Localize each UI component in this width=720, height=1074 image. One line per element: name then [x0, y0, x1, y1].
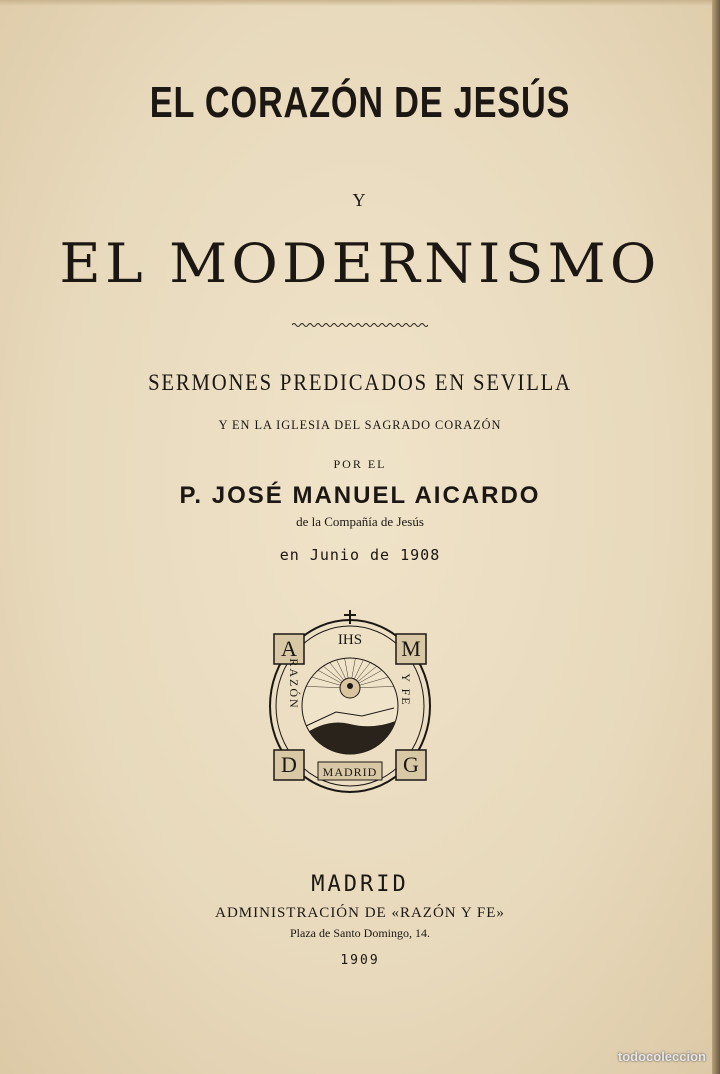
corner-letter-g: G — [403, 752, 419, 777]
imprint-publisher: ADMINISTRACIÓN DE «RAZÓN Y FE» — [215, 905, 505, 921]
corner-letter-d: D — [281, 752, 297, 777]
emblem-bottom-text: MADRID — [322, 765, 378, 779]
author-name: P. JOSÉ MANUEL AICARDO — [179, 482, 541, 509]
publisher-emblem — [266, 608, 434, 804]
page-top-edge — [0, 0, 720, 6]
imprint-city: MADRID — [311, 872, 409, 897]
book-title-line-1: EL CORAZÓN DE JESÚS — [149, 78, 571, 127]
imprint-year: 1909 — [340, 953, 380, 968]
author-prefix: POR EL — [333, 457, 387, 471]
corner-letter-a: A — [281, 636, 297, 661]
site-watermark: todocoleccion — [617, 1049, 706, 1064]
corner-letter-m: M — [401, 636, 421, 661]
sermon-date: en Junio de 1908 — [279, 546, 441, 564]
book-title-line-2: EL MODERNISMO — [59, 232, 661, 295]
author-affiliation: de la Compañía de Jesús — [296, 514, 424, 529]
emblem-right-text: Y FE — [399, 673, 413, 707]
title-conjunction: Y — [352, 190, 368, 210]
ihs-monogram: IHS — [337, 632, 363, 648]
ornamental-rule — [292, 322, 428, 328]
subtitle-line-1: SERMONES PREDICADOS EN SEVILLA — [148, 370, 572, 395]
emblem-left-text: RAZÓN — [287, 658, 301, 710]
subtitle-line-2: Y EN LA IGLESIA DEL SAGRADO CORAZÓN — [218, 417, 502, 432]
cross-icon — [344, 610, 356, 624]
imprint-address: Plaza de Santo Domingo, 14. — [290, 926, 430, 940]
